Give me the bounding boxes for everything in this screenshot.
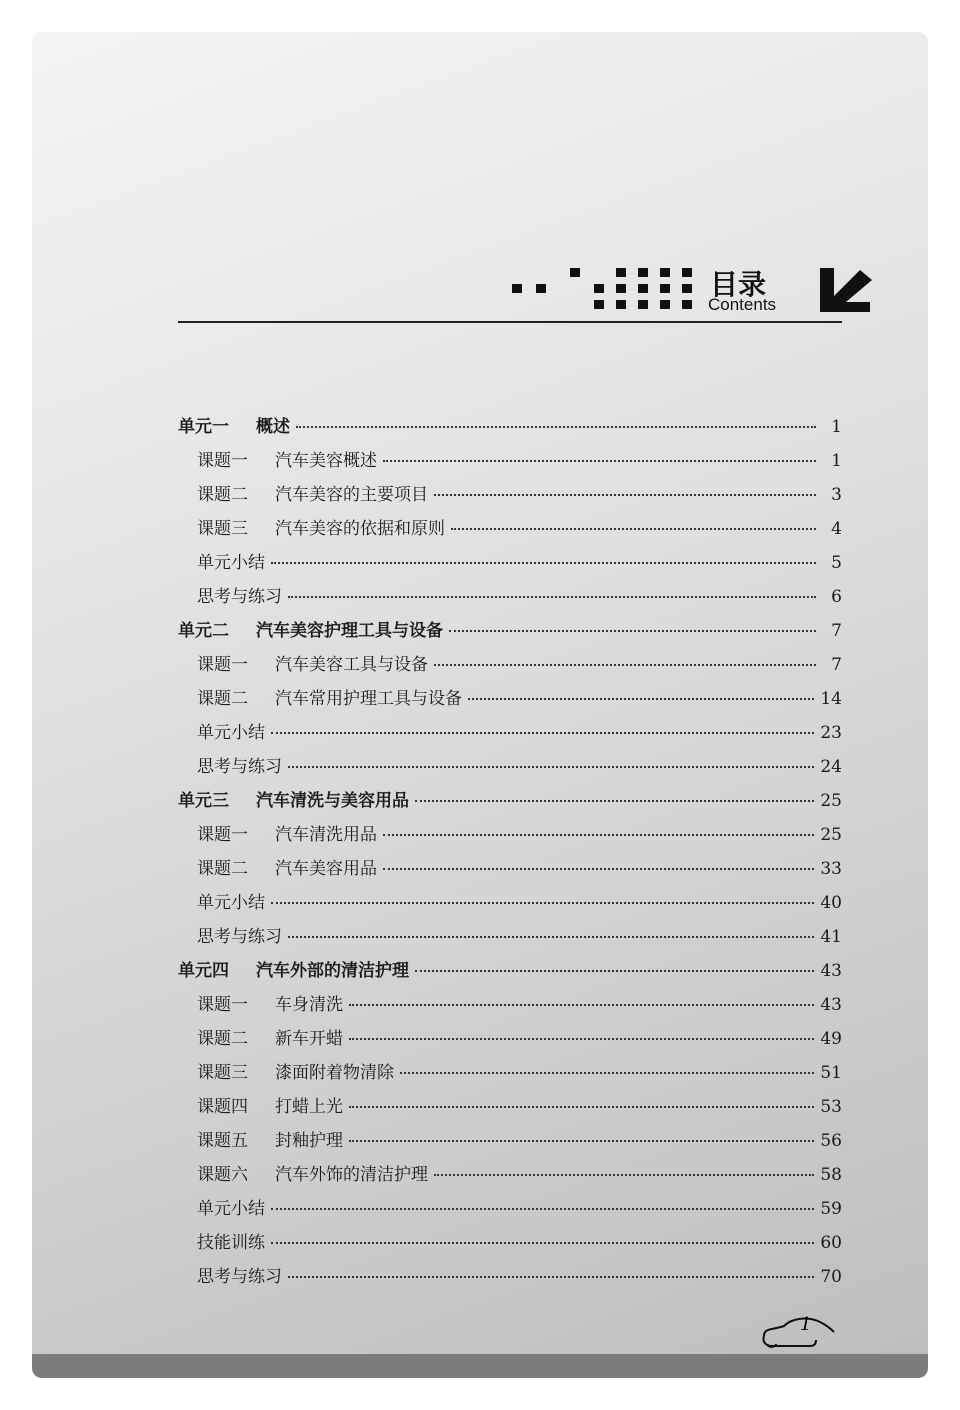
toc-entry[interactable] [178,752,842,786]
entry-number: 课题六 [197,1165,248,1185]
entry-page: 14 [820,689,842,709]
entry-page: 5 [831,553,842,573]
entry-page: 58 [820,1165,842,1185]
entry-page: 70 [820,1267,842,1287]
toc-entry[interactable] [178,1262,842,1296]
toc-entry[interactable] [178,446,842,480]
entry-number: 课题一 [197,655,248,675]
entry-title: 单元小结 [197,553,265,573]
entry-number: 单元四 [178,961,229,981]
dot-leader [349,1106,814,1108]
dot-leader [349,1004,814,1006]
toc-entry[interactable] [178,1194,842,1228]
entry-title: 汽车美容用品 [275,859,377,879]
entry-page: 23 [820,723,842,743]
toc-unit-entry[interactable] [178,616,842,650]
logo-title-cn: 目录 [710,268,767,301]
entry-title: 技能训练 [197,1233,265,1253]
toc-entry[interactable] [178,1160,842,1194]
toc-entry[interactable] [178,990,842,1024]
toc-entry[interactable] [178,650,842,684]
dot-leader [415,970,814,972]
entry-page: 60 [820,1233,842,1253]
dot-leader [288,766,814,768]
toc-entry[interactable] [178,1092,842,1126]
toc-entry[interactable] [178,1228,842,1262]
dot-leader [434,664,816,666]
entry-page: 6 [831,587,842,607]
entry-title: 新车开蜡 [275,1029,343,1049]
entry-title: 汽车美容工具与设备 [275,655,428,675]
entry-page: 7 [831,655,842,675]
entry-title: 单元小结 [197,1199,265,1219]
entry-number: 单元三 [178,791,229,811]
toc-entry[interactable] [178,514,842,548]
toc-unit-entry[interactable] [178,786,842,820]
entry-title: 汽车外饰的清洁护理 [275,1165,428,1185]
entry-title: 概述 [256,417,290,437]
entry-page: 24 [820,757,842,777]
toc-entry[interactable] [178,480,842,514]
entry-title: 汽车常用护理工具与设备 [275,689,462,709]
entry-number: 单元一 [178,417,229,437]
entry-page: 53 [820,1097,842,1117]
entry-page: 59 [820,1199,842,1219]
entry-page: 7 [831,621,842,641]
entry-page: 43 [820,961,842,981]
dot-leader [434,1174,814,1176]
dot-leader [271,1208,814,1210]
entry-title: 汽车美容概述 [275,451,377,471]
entry-page: 1 [831,417,842,437]
entry-title: 思考与练习 [197,587,282,607]
header-rule [178,321,842,323]
dot-leader [349,1140,814,1142]
entry-title: 汽车清洗与美容用品 [256,791,409,811]
dot-leader [271,902,814,904]
dot-leader [449,630,816,632]
entry-number: 单元二 [178,621,229,641]
entry-title: 车身清洗 [275,995,343,1015]
entry-title: 汽车美容的依据和原则 [275,519,445,539]
entry-number: 课题四 [197,1097,248,1117]
entry-title: 汽车美容的主要项目 [275,485,428,505]
entry-page: 40 [820,893,842,913]
entry-title: 打蜡上光 [275,1097,343,1117]
dot-leader [288,1276,814,1278]
toc-entry[interactable] [178,548,842,582]
entry-number: 课题三 [197,1063,248,1083]
dot-leader [288,596,816,598]
entry-title: 汽车美容护理工具与设备 [256,621,443,641]
toc-entry[interactable] [178,1126,842,1160]
toc-unit-entry[interactable] [178,956,842,990]
toc-entry[interactable] [178,888,842,922]
dot-leader [451,528,816,530]
entry-number: 课题二 [197,689,248,709]
toc-entry[interactable] [178,718,842,752]
entry-page: 56 [820,1131,842,1151]
dot-leader [415,800,814,802]
toc-entry[interactable] [178,1024,842,1058]
dot-leader [400,1072,814,1074]
dot-leader [468,698,814,700]
toc-entry[interactable] [178,922,842,956]
entry-number: 课题二 [197,1029,248,1049]
entry-title: 思考与练习 [197,927,282,947]
dot-leader [271,562,816,564]
toc-entry[interactable] [178,1058,842,1092]
entry-title: 思考与练习 [197,757,282,777]
entry-page: 3 [831,485,842,505]
entry-page: 1 [831,451,842,471]
entry-title: 封釉护理 [275,1131,343,1151]
entry-title: 汽车清洗用品 [275,825,377,845]
book-page [32,32,928,1378]
dot-leader [349,1038,814,1040]
entry-page: 49 [820,1029,842,1049]
dot-leader [383,460,816,462]
car-outline-icon [758,1310,838,1350]
entry-number: 课题三 [197,519,248,539]
entry-page: 25 [820,791,842,811]
dot-leader [383,834,814,836]
page-bottom-band [32,1354,928,1378]
logo-title-en: Contents [708,295,777,312]
dot-leader [271,732,814,734]
toc-entry[interactable] [178,820,842,854]
toc-unit-entry[interactable] [178,412,842,446]
dot-leader [288,936,814,938]
dot-leader [271,1242,814,1244]
entry-number: 课题一 [197,995,248,1015]
entry-title: 漆面附着物清除 [275,1063,394,1083]
entry-page: 4 [831,519,842,539]
entry-number: 课题二 [197,485,248,505]
entry-number: 课题一 [197,825,248,845]
entry-number: 课题五 [197,1131,248,1151]
dot-leader [434,494,816,496]
entry-page: 41 [820,927,842,947]
entry-number: 课题一 [197,451,248,471]
dot-leader [296,426,816,428]
entry-title: 单元小结 [197,893,265,913]
toc-entry[interactable] [178,582,842,616]
entry-title: 单元小结 [197,723,265,743]
table-of-contents [178,412,842,1296]
contents-logo [498,262,878,312]
entry-page: 51 [820,1063,842,1083]
toc-entry[interactable] [178,684,842,718]
entry-title: 汽车外部的清洁护理 [256,961,409,981]
entry-number: 课题二 [197,859,248,879]
page-number: 1 [800,1314,812,1335]
entry-page: 33 [820,859,842,879]
entry-page: 43 [820,995,842,1015]
dot-leader [383,868,814,870]
entry-page: 25 [820,825,842,845]
entry-title: 思考与练习 [197,1267,282,1287]
toc-entry[interactable] [178,854,842,888]
